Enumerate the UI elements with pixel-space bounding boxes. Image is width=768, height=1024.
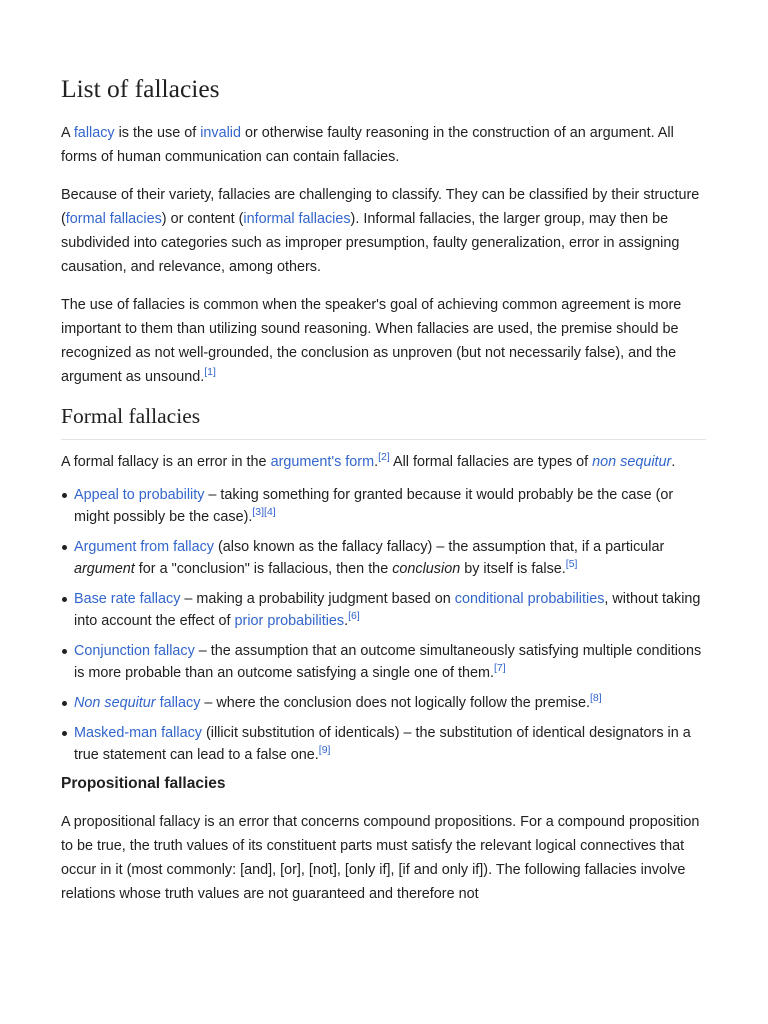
link-argument-from-fallacy[interactable]: Argument from fallacy: [74, 538, 214, 555]
reference-5[interactable]: [5]: [565, 557, 578, 570]
link-non-sequitur-fallacy[interactable]: Non sequitur fallacy: [74, 694, 201, 711]
link-non-sequitur[interactable]: non sequitur: [592, 453, 672, 470]
link-arguments-form[interactable]: argument's form: [270, 453, 375, 470]
reference-8[interactable]: [8]: [589, 691, 602, 704]
link-informal-fallacies[interactable]: informal fallacies: [243, 210, 351, 227]
formal-intro-paragraph: A formal fallacy is an error in the argument's form.[2] All formal fallacies are types of non sequitur.: [61, 450, 676, 470]
link-conditional-probabilities[interactable]: conditional probabilities: [454, 590, 605, 607]
link-conjunction-fallacy[interactable]: Conjunction fallacy: [74, 642, 195, 659]
formal-fallacies-list: [61, 484, 706, 766]
page-title: List of fallacies: [61, 74, 220, 103]
intro-paragraph-3: The use of fallacies is common when the speaker's goal of achieving common agreement is more important to them than utilizing sound reasoning. When fallacies are used, the premise should be recognized as not well-grounded, the conclusion as unproven (but not necessarily false), and the argument as unsound.[1]: [61, 296, 682, 385]
list-item-non-sequitur-fallacy: Non sequitur fallacy – where the conclusion does not logically follow the premise.[8]: [74, 692, 706, 714]
propositional-paragraph: A propositional fallacy is an error that concerns compound propositions. For a compound proposition to be true, the truth values of its constituent parts must satisfy the relevant logical connectives that occur in it (most commonly: [and], [or], [not], [only if], [if and only if]). The following fallacies involve relations whose truth values are not guaranteed and therefore not: [61, 813, 700, 902]
link-appeal-to-probability[interactable]: Appeal to probability: [74, 486, 205, 503]
intro-paragraph-1: A fallacy is the use of invalid or otherwise faulty reasoning in the construction of an argument. All forms of human communication can contain fallacies.: [61, 124, 674, 165]
link-formal-fallacies[interactable]: formal fallacies: [65, 210, 162, 227]
link-base-rate-fallacy[interactable]: Base rate fallacy: [74, 590, 181, 607]
link-prior-probabilities[interactable]: prior probabilities: [234, 612, 345, 629]
section-heading-formal-fallacies: Formal fallacies: [61, 403, 706, 440]
link-invalid[interactable]: invalid: [200, 124, 242, 141]
reference-9[interactable]: [9]: [318, 743, 331, 756]
list-item-conjunction-fallacy: Conjunction fallacy – the assumption that an outcome simultaneously satisfying multiple conditions is more probable than an outcome satisfying a single one of them.[7]: [74, 640, 706, 684]
reference-3-4[interactable]: [3][4]: [252, 505, 276, 518]
intro-paragraph-2: Because of their variety, fallacies are challenging to classify. They can be classified by their structure (formal fallacies) or content (informal fallacies). Informal fallacies, the larger group, may then be subdivided into categories such as improper presumption, faulty generalization, error in assigning causation, and relevance, among others.: [61, 186, 700, 275]
reference-6[interactable]: [6]: [348, 609, 360, 622]
list-item-masked-man-fallacy: Masked-man fallacy (illicit substitution of identicals) – the substitution of identical designators in a true statement can lead to a false one.[9]: [74, 722, 706, 766]
list-item-appeal-to-probability: Appeal to probability – taking something for granted because it would probably be the case (or might possibly be the case).[3][4]: [74, 484, 706, 528]
reference-1[interactable]: [1]: [204, 365, 216, 378]
list-item-base-rate-fallacy: Base rate fallacy – making a probability judgment based on conditional probabilities, without taking into account the effect of prior probabilities.[6]: [74, 588, 706, 632]
reference-7[interactable]: [7]: [493, 661, 506, 674]
list-item-argument-from-fallacy: Argument from fallacy (also known as the fallacy fallacy) – the assumption that, if a particular argument for a "conclusion" is fallacious, then the conclusion by itself is false.[5]: [74, 536, 706, 580]
link-fallacy[interactable]: fallacy: [73, 124, 115, 141]
reference-2[interactable]: [2]: [378, 450, 390, 463]
subsection-heading-propositional-fallacies: Propositional fallacies: [61, 774, 226, 792]
link-masked-man-fallacy[interactable]: Masked-man fallacy: [74, 724, 202, 741]
